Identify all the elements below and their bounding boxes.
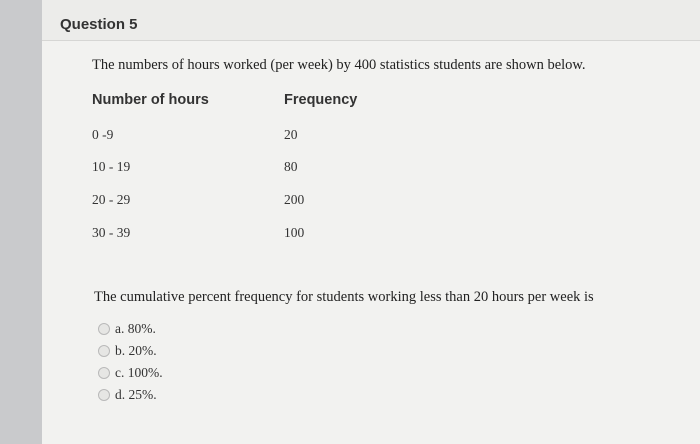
table-cell-frequency: 200: [284, 192, 305, 207]
option-b[interactable]: [98, 342, 157, 360]
table-cell-frequency: 80: [284, 159, 298, 174]
table-cell-frequency: 20: [284, 127, 298, 142]
left-gutter: [0, 0, 42, 444]
question-ask: The cumulative percent frequency for students working less than 20 hours per week is: [94, 289, 594, 305]
option-a[interactable]: [98, 320, 156, 338]
table-cell-hours: 30 - 39: [92, 225, 131, 240]
option-label: d. 25%.: [115, 387, 157, 402]
option-d[interactable]: [98, 386, 157, 404]
radio-button[interactable]: [98, 323, 110, 335]
option-c[interactable]: [98, 364, 163, 382]
question-card: [42, 0, 700, 444]
table-header-frequency: Frequency: [284, 92, 358, 108]
radio-button[interactable]: [98, 345, 110, 357]
option-label: b. 20%.: [115, 343, 157, 358]
radio-button[interactable]: [98, 367, 110, 379]
question-title: Question 5: [60, 16, 138, 33]
table-cell-hours: 0 -9: [92, 127, 114, 142]
table-cell-hours: 20 - 29: [92, 192, 131, 207]
table-cell-frequency: 100: [284, 225, 305, 240]
option-label: c. 100%.: [115, 365, 163, 380]
table-header-hours: Number of hours: [92, 92, 209, 108]
question-prompt: The numbers of hours worked (per week) by 400 statistics students are shown below.: [92, 57, 586, 73]
option-label: a. 80%.: [115, 321, 156, 336]
radio-button[interactable]: [98, 389, 110, 401]
table-cell-hours: 10 - 19: [92, 159, 131, 174]
question-header: [42, 0, 700, 41]
